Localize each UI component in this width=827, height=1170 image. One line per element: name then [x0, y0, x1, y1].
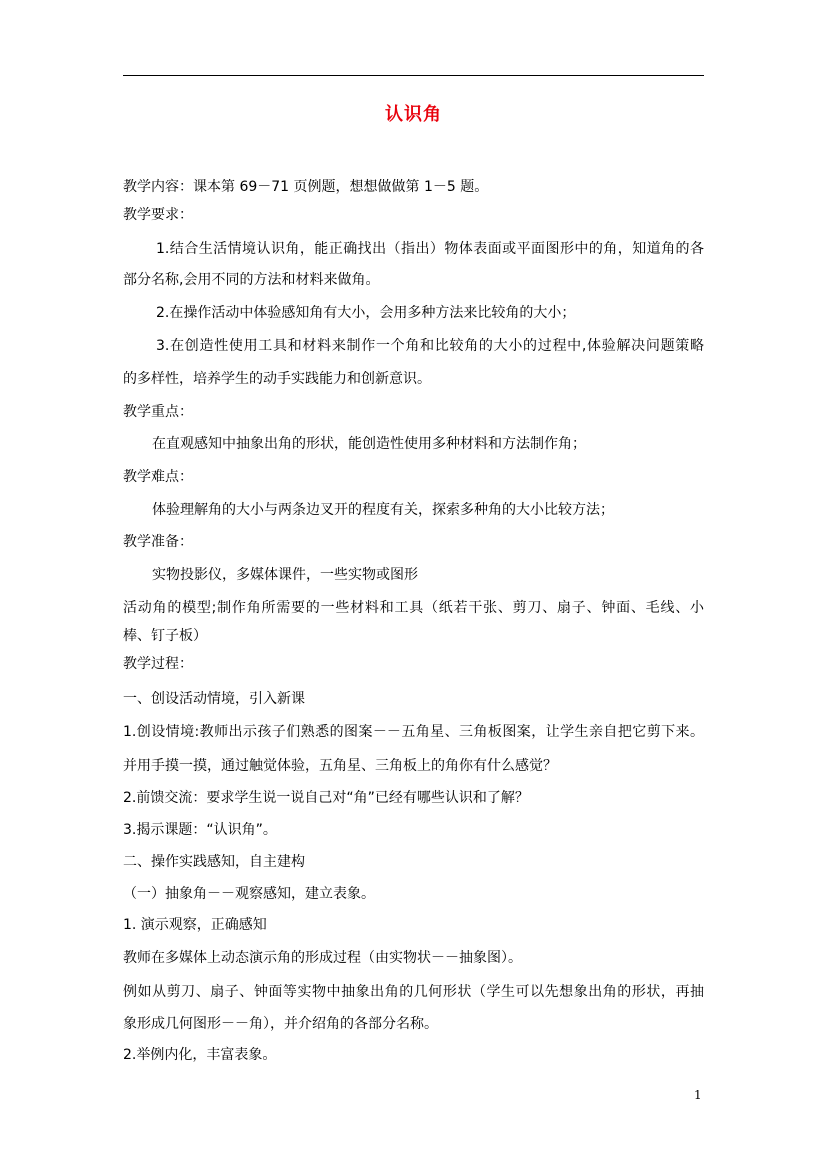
text-line: （一）抽象角－－观察感知，建立表象。: [123, 886, 375, 902]
text-line: 一、创设活动情境，引入新课: [123, 691, 305, 707]
text-line: 二、操作实践感知，自主建构: [123, 854, 305, 870]
text-line: 教学要求：: [123, 207, 193, 223]
document-title: 认识角: [385, 104, 442, 125]
text-line: 2.在操作活动中体验感知角有大小，会用多种方法来比较角的大小；: [156, 305, 576, 321]
text-line: 体验理解角的大小与两条边叉开的程度有关，探索多种角的大小比较方法；: [152, 502, 614, 518]
page-number: 1: [694, 1088, 702, 1102]
text-line: 教学难点：: [123, 469, 193, 485]
text-line: 教学过程：: [123, 656, 193, 672]
text-line: 例如从剪刀、扇子、钟面等实物中抽象出角的几何形状（学生可以先想象出角的形状，再抽: [123, 984, 704, 1000]
header-rule: [123, 75, 704, 76]
text-line: 教师在多媒体上动态演示角的形成过程（由实物状－－抽象图）。: [123, 950, 522, 966]
text-line: 活动角的模型;制作角所需要的一些材料和工具（纸若干张、剪刀、扇子、钟面、毛线、小: [123, 600, 704, 616]
text-line: 1. 演示观察，正确感知: [123, 917, 267, 933]
text-line: 2.举例内化，丰富表象。: [123, 1047, 277, 1063]
text-line: 1.创设情境:教师出示孩子们熟悉的图案－－五角星、三角板图案，让学生亲自把它剪下来。: [123, 724, 704, 740]
text-line: 1.结合生活情境认识角，能正确找出（指出）物体表面或平面图形中的角，知道角的各: [156, 241, 704, 257]
text-line: 3.揭示课题：“认识角”。: [123, 822, 277, 838]
text-line: 象形成几何图形－－角），并介绍角的各部分名称。: [123, 1016, 438, 1032]
text-line: 实物投影仪，多媒体课件，一些实物或图形: [152, 567, 418, 583]
text-line: 教学准备：: [123, 534, 193, 550]
text-line: 并用手摸一摸，通过触觉体验，五角星、三角板上的角你有什么感觉？: [123, 758, 557, 774]
text-line: 的多样性，培养学生的动手实践能力和创新意识。: [123, 371, 431, 387]
text-line: 教学重点：: [123, 404, 193, 420]
text-line: 2.前馈交流：要求学生说一说自己对“角”已经有哪些认识和了解？: [123, 790, 529, 806]
text-line: 在直观感知中抽象出角的形状，能创造性使用多种材料和方法制作角；: [152, 436, 586, 452]
text-line: 教学内容：课本第 69－71 页例题，想想做做第 1－5 题。: [123, 179, 489, 195]
text-line: 部分名称,会用不同的方法和材料来做角。: [123, 272, 380, 288]
text-line: 3.在创造性使用工具和材料来制作一个角和比较角的大小的过程中,体验解决问题策略: [156, 338, 704, 354]
text-line: 棒、钉子板）: [123, 628, 207, 644]
